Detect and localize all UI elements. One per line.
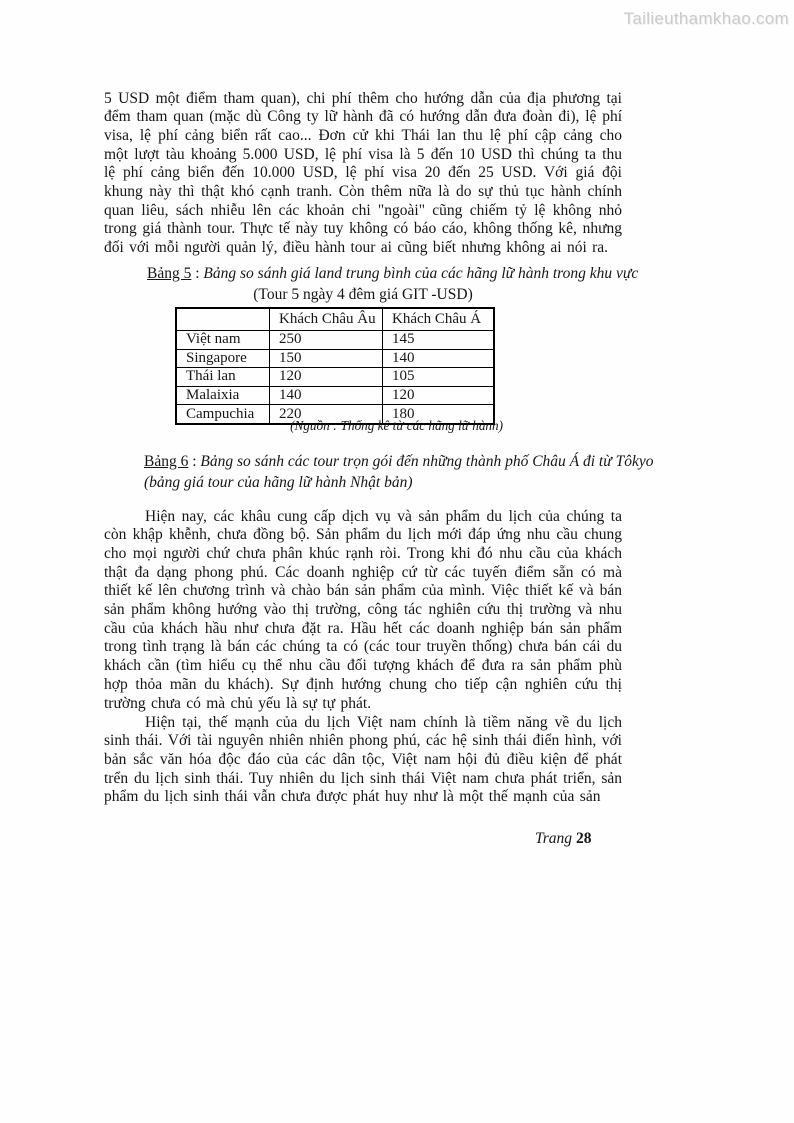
table6-caption xyxy=(144,452,654,493)
table6-caption-line1 xyxy=(144,452,654,473)
cell-eu: 150 xyxy=(270,349,383,368)
cell-country: Campuchia xyxy=(176,405,270,424)
table6-caption-line2: (bảng giá tour của hãng lữ hành Nhật bản) xyxy=(144,473,413,491)
cell-country: Malaixia xyxy=(176,386,270,405)
table5-subcaption: (Tour 5 ngày 4 đêm giá GIT -USD) xyxy=(253,285,473,303)
table5-label: Bảng 5 xyxy=(147,265,192,282)
table-row xyxy=(176,349,494,368)
paragraph-hien-tai: Hiện tại, thế mạnh của du lịch Việt nam chính là tiềm năng về du lịch sinh thái. Với tài nguyên nhiên nhiên phong phú, các hệ sinh thái điển hình, với bản sắc văn hóa độc đáo của các dân tộc, Việt nam hội đủ điều kiện để phát trển du lịch sinh thái. Tuy nhiên du lịch sinh thái Việt nam chưa phát triển, sản phẩm du lịch sinh thái vẫn chưa được phát huy như là một thế mạnh của sản xyxy=(104,713,622,806)
footer-page-number: 28 xyxy=(575,830,592,847)
table5-colon: : xyxy=(191,265,204,282)
table-header-row xyxy=(176,308,494,331)
footer-label: Trang xyxy=(535,830,573,847)
table-row xyxy=(176,368,494,387)
cell-eu: 140 xyxy=(270,386,383,405)
table5-source-note: (Nguồn : Thống kê từ các hãng lữ hành) xyxy=(290,418,503,433)
watermark: Tailieuthamkhao.com xyxy=(623,9,789,28)
table5-caption-text: Bảng so sánh giá land trung bình của các hãng lữ hành trong khu vực xyxy=(203,265,639,282)
table6-label: Bảng 6 xyxy=(144,453,189,470)
cell-eu: 250 xyxy=(270,331,383,350)
table5-caption-line1 xyxy=(147,264,639,285)
table6-caption-text: Bảng so sánh các tour trọn gói đến những thành phố Châu Á đi từ Tôkyo xyxy=(200,453,654,470)
cell-asia: 145 xyxy=(383,331,495,350)
cell-asia: 180 xyxy=(383,405,495,424)
table5-caption xyxy=(104,264,639,305)
header-cell-eu: Khách Châu Âu xyxy=(270,308,383,331)
cell-country: Thái lan xyxy=(176,368,270,387)
land-price-table xyxy=(175,307,495,425)
table-row xyxy=(176,331,494,350)
table-row xyxy=(176,386,494,405)
cell-asia: 105 xyxy=(383,368,495,387)
cell-asia: 120 xyxy=(383,386,495,405)
cell-eu: 120 xyxy=(270,368,383,387)
cell-country: Singapore xyxy=(176,349,270,368)
cell-eu: 220 xyxy=(270,405,383,424)
table6-colon: : xyxy=(188,453,201,470)
cell-asia: 140 xyxy=(383,349,495,368)
header-cell-empty xyxy=(176,308,270,331)
page-footer xyxy=(535,830,591,848)
header-cell-asia: Khách Châu Á xyxy=(383,308,495,331)
cell-country: Việt nam xyxy=(176,331,270,350)
paragraph-intro: 5 USD một điểm tham quan), chi phí thêm cho hướng dẫn của địa phương tại đểm tham quan (mặc dù Công ty lữ hành đã có hướng dẫn đưa đoàn đi), lệ phí visa, lệ phí cảng biển rất cao... Đơn cử khi Thái lan thu lệ phí cập cảng cho một lượt tàu khoảng 5.000 USD, lệ phí visa là 5 đến 10 USD thì chúng ta thu lệ phí cảng biển đến 10.000 USD, lệ phí visa 20 đến 25 USD. Với giá đội khung này thì thật khó cạnh tranh. Còn thêm nữa là do sự thủ tục hành chính quan liêu, sách nhiễu lên các khoản chi "ngoài" cũng chiếm tỷ lệ không nhỏ trong giá thành tour. Thực tế này tuy không có báo cáo, không thống kê, nhưng đối với mỗi người quản lý, điều hành tour ai cũng biết nhưng không ai nói ra. xyxy=(104,89,622,257)
paragraph-hien-nay: Hiện nay, các khâu cung cấp dịch vụ và sản phẩm du lịch của chúng ta còn khập khễnh, chưa đồng bộ. Sản phẩm du lịch mới đáp ứng nhu cầu chung cho mọi người chứ chưa phân khúc rạnh ròi. Trong khi đó nhu cầu của khách thật đa dạng phong phú. Các doanh nghiệp cứ từ các tuyến điểm sẵn có mà thiết kế lên chương trình và chào bán sản phẩm của mình. Việc thiết kế và bán sản phẩm không hướng vào thị trường, công tác nghiên cứu thị trường và nhu cầu của khách hầu như chưa đặt ra. Hầu hết các doanh nghiệp bán sản phẩm trong tình trạng là bán các chúng ta có (các tour truyền thống) chưa bán cái du khách cần (tìm hiểu cụ thể nhu cầu đối tượng khách để đưa ra sản phẩm phù hợp thỏa mãn du khách). Sự định hướng chung cho tiếp cận nghiên cứu thị trường chưa có mà chủ yếu là sự tự phát. xyxy=(104,507,622,712)
